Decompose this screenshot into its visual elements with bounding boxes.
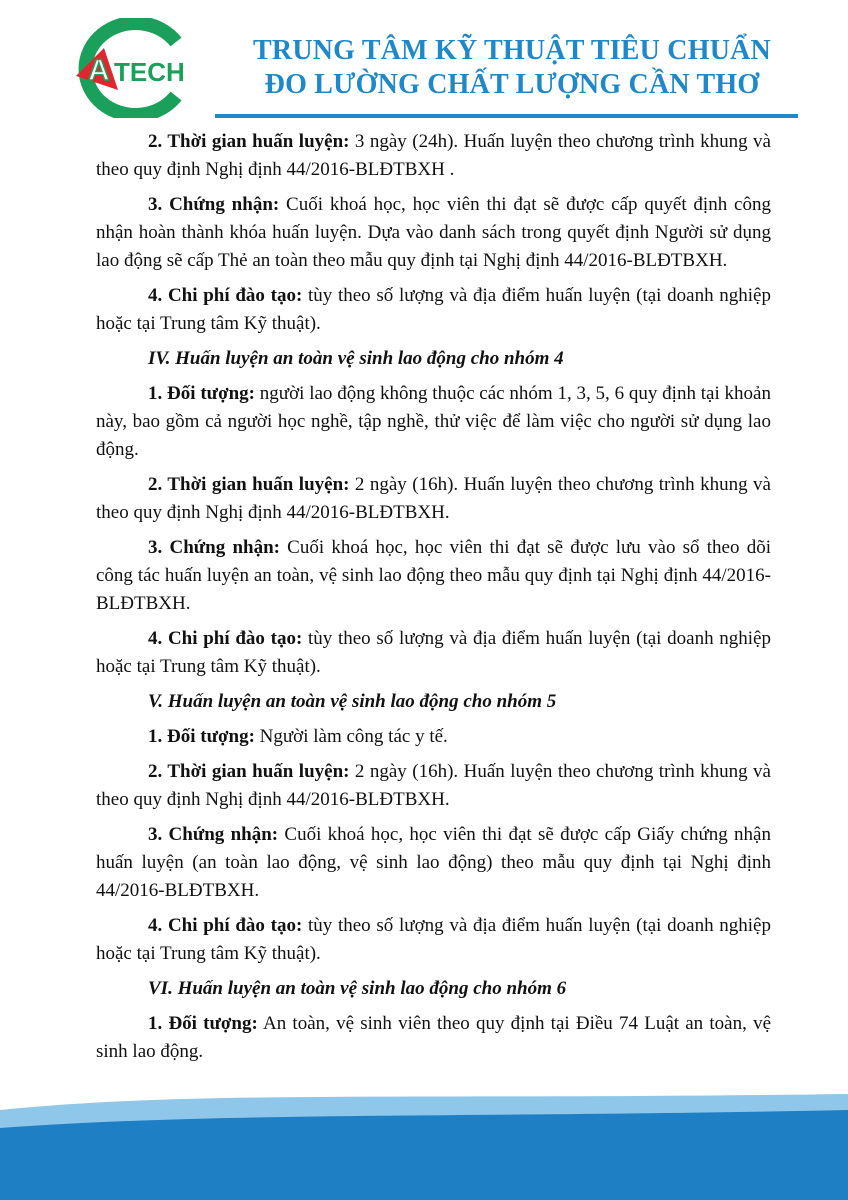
paragraph-label: 4. Chi phí đào tạo: [148,285,303,306]
paragraph-text: Cuối khoá học, học viên thi đạt sẽ được lưu vào sổ theo dõi công tác huấn luyện an toàn, vệ sinh lao động theo mẫu quy định tại Nghị định 44/2016-BLĐTBXH. [96,537,771,614]
paragraph-text: 2 ngày (16h). Huấn luyện theo chương trình khung và theo quy định Nghị định 44/2016-BLĐTBXH. [96,761,771,810]
paragraph [96,128,771,184]
paragraph-label: 4. Chi phí đào tạo: [148,915,303,936]
paragraph [96,758,771,814]
paragraph-text: người lao động không thuộc các nhóm 1, 3, 5, 6 quy định tại khoản này, bao gồm cả người học nghề, tập nghề, thử việc để làm việc cho người sử dụng lao động. [96,383,771,460]
paragraph-label: 1. Đối tượng: [148,726,255,747]
paragraph-label: 3. Chứng nhận: [148,537,280,558]
center-name [222,34,802,102]
paragraph [96,625,771,681]
paragraph [96,1010,771,1066]
paragraph-text: tùy theo số lượng và địa điểm huấn luyện (tại doanh nghiệp hoặc tại Trung tâm Kỹ thuật). [96,915,771,964]
atech-logo [58,18,198,118]
section-heading: VI. Huấn luyện an toàn vệ sinh lao động cho nhóm 6 [148,978,567,999]
section-heading: IV. Huấn luyện an toàn vệ sinh lao động cho nhóm 4 [148,348,564,369]
paragraph [96,282,771,338]
paragraph-text: 2 ngày (16h). Huấn luyện theo chương trình khung và theo quy định Nghị định 44/2016-BLĐTBXH. [96,474,771,523]
paragraph-label: 3. Chứng nhận: [148,194,280,215]
page-header [0,0,848,122]
paragraph-label: 2. Thời gian huấn luyện: [148,761,350,782]
wave-dark [0,1110,848,1200]
paragraph-text: 3 ngày (24h). Huấn luyện theo chương trình khung và theo quy định Nghị định 44/2016-BLĐTBXH . [96,131,771,180]
paragraph-text: tùy theo số lượng và địa điểm huấn luyện (tại doanh nghiệp hoặc tại Trung tâm Kỹ thuật). [96,285,771,334]
paragraph [96,821,771,905]
paragraph-label: 1. Đối tượng: [148,1013,258,1034]
document-body [96,128,771,1073]
paragraph [96,380,771,464]
paragraph-text: An toàn, vệ sinh viên theo quy định tại Điều 74 Luật an toàn, vệ sinh lao động. [96,1013,771,1062]
footer-wave [0,1070,848,1200]
header-divider [215,114,798,118]
logo-text: TECH [114,57,185,87]
paragraph [96,191,771,275]
paragraph-label: 2. Thời gian huấn luyện: [148,131,350,152]
logo-letter: A [88,54,110,87]
paragraph [96,471,771,527]
section-heading: V. Huấn luyện an toàn vệ sinh lao động cho nhóm 5 [148,691,557,712]
paragraph-label: 2. Thời gian huấn luyện: [148,474,350,495]
paragraph-text: Người làm công tác y tế. [254,726,448,747]
title-line-2: ĐO LƯỜNG CHẤT LƯỢNG CẦN THƠ [264,69,760,100]
paragraph-label: 4. Chi phí đào tạo: [148,628,303,649]
paragraph-text: tùy theo số lượng và địa điểm huấn luyện (tại doanh nghiệp hoặc tại Trung tâm Kỹ thuật). [96,628,771,677]
paragraph [96,723,771,751]
paragraph-text: Cuối khoá học, học viên thi đạt sẽ được cấp Giấy chứng nhận huấn luyện (an toàn lao động, vệ sinh lao động) theo mẫu quy định tại Nghị định 44/2016-BLĐTBXH. [96,824,771,901]
paragraph [96,912,771,968]
title-line-1: TRUNG TÂM KỸ THUẬT TIÊU CHUẨN [253,35,771,66]
paragraph [96,534,771,618]
paragraph-label: 1. Đối tượng: [148,383,255,404]
paragraph-text: Cuối khoá học, học viên thi đạt sẽ được cấp quyết định công nhận hoàn thành khóa huấn luyện. Dựa vào danh sách trong quyết định Người sử dụng lao động sẽ cấp Thẻ an toàn theo mẫu quy định tại Nghị định 44/2016-BLĐTBXH. [96,194,771,271]
paragraph-label: 3. Chứng nhận: [148,824,279,845]
